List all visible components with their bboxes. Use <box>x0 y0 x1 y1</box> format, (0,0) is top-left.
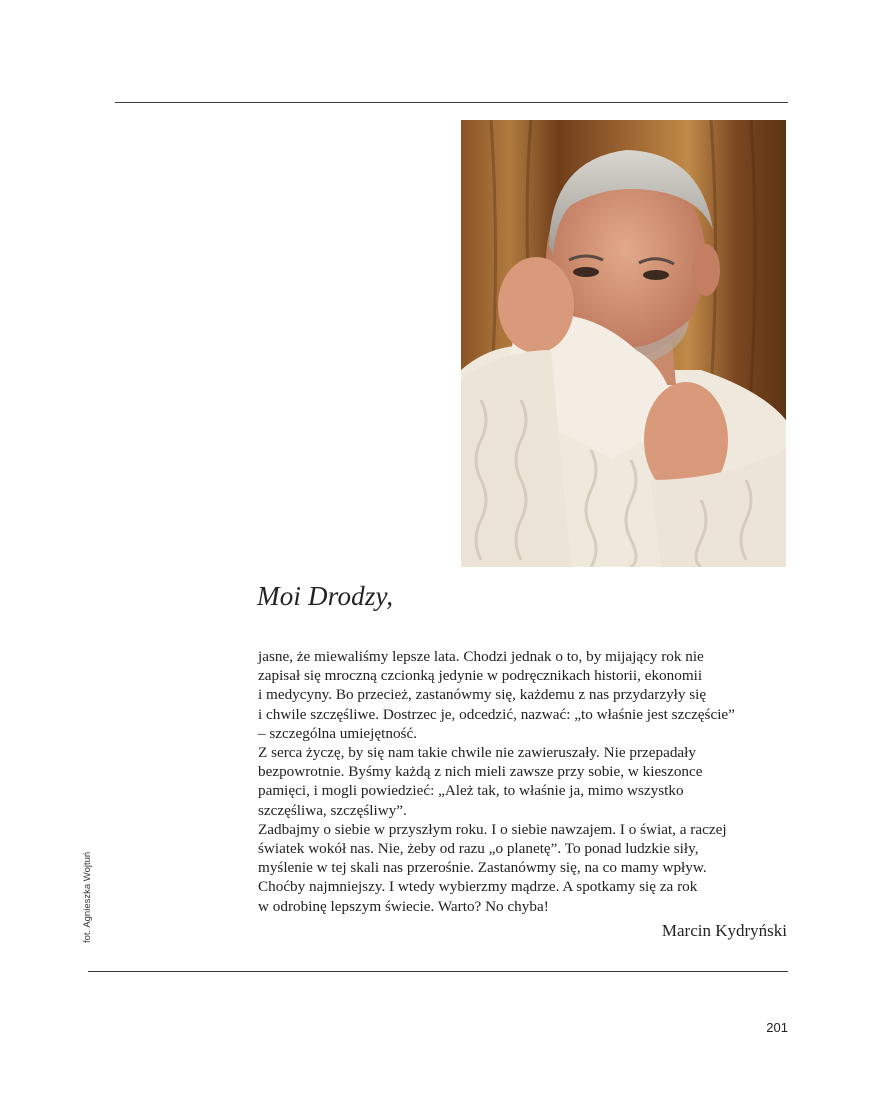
letter-line: Choćby najmniejszy. I wtedy wybierzmy mądrze. A spotkamy się za rok <box>258 878 698 896</box>
letter-line: i chwile szczęśliwe. Dostrzec je, odcedzić, nazwać: „to właśnie jest szczęście” <box>258 705 735 723</box>
letter-greeting: Moi Drodzy, <box>257 581 394 611</box>
letter-line: Z serca życzę, by się nam takie chwile nie zawieruszały. Nie przepadały <box>258 744 696 762</box>
page-number: 201 <box>766 1020 788 1035</box>
letter-line: i medycyny. Bo przecież, zastanówmy się, każdemu z nas przydarzyły się <box>258 686 707 704</box>
letter-line: bezpowrotnie. Byśmy każdą z nich mieli zawsze przy sobie, w kieszonce <box>258 763 703 781</box>
letter-line: myślenie w tej skali nas przerośnie. Zastanówmy się, na co mamy wpływ. <box>258 859 707 877</box>
letter-line: jasne, że miewaliśmy lepsze lata. Chodzi jednak o to, by mijający rok nie <box>258 648 704 665</box>
portrait-photo <box>461 120 786 567</box>
letter-line: w odrobinę lepszym świecie. Warto? No chyba! <box>258 897 549 915</box>
photo-credit: fot. Agnieszka Wojtuń <box>82 851 93 943</box>
letter-line: – szczególna umiejętność. <box>258 724 417 742</box>
letter-line: pamięci, i mogli powiedzieć: „Ależ tak, to właśnie ja, mimo wszystko <box>258 782 684 800</box>
bottom-rule <box>88 971 788 972</box>
letter-signature: Marcin Kydryński <box>661 921 787 940</box>
top-rule <box>115 102 788 103</box>
letter-line: światek wokół nas. Nie, żeby od razu „o planetę”. To ponad ludzkie siły, <box>258 840 699 858</box>
letter-body <box>258 647 788 916</box>
letter-line: Zadbajmy o siebie w przyszłym roku. I o siebie nawzajem. I o świat, a raczej <box>258 820 727 838</box>
letter-line: szczęśliwa, szczęśliwy”. <box>258 801 407 819</box>
letter-line: zapisał się mroczną czcionką jedynie w podręcznikach historii, ekonomii <box>258 667 703 685</box>
